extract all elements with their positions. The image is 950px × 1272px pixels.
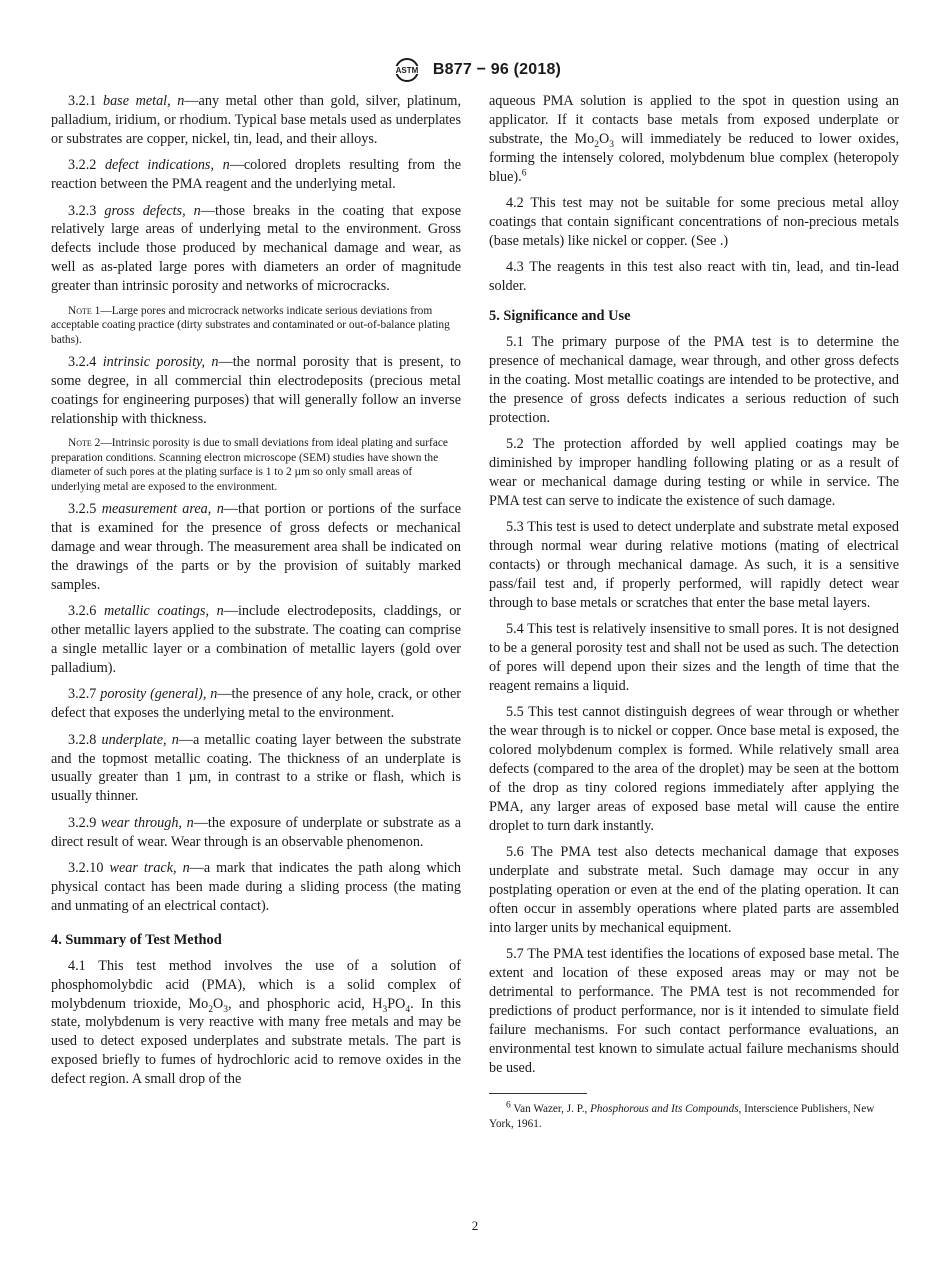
- definition-3-2-2: 3.2.2 defect indications, n—colored droplets resulting from the reaction between the PMA reagent and the underlying metal.: [51, 157, 461, 193]
- definition-3-2-7: 3.2.7 porosity (general), n—the presence of any hole, crack, or other defect that exposes the underlying metal to the environment.: [51, 686, 461, 722]
- astm-logo-icon: [389, 58, 425, 82]
- definition-3-2-8: 3.2.8 underplate, n—a metallic coating layer between the substrate and the topmost metallic coating. The thickness of an underplate is usually greater than 1 µm, in contrast to a strike or flash, which is usually thinner.: [51, 731, 462, 805]
- definition-3-2-6: 3.2.6 metallic coatings, n—include electrodeposits, claddings, or other metallic layers applied to the substrate. The coating can comprise a single metallic layer or a combination of metallic layers (gold over palladium).: [51, 603, 462, 676]
- paragraph-4-1: 4.1 This test method involves the use of a solution of phosphomolybdic acid (PMA), which is a solid complex of molybdenum trioxide, $Mo_2O_3$, and phosphoric acid, $H_3PO_4$. In this state, molybdenum is very reactive with many free metals and may be used to detect exposed underplates and substrate metals. The part is exposed briefly to fumes of hydrochloric acid to remove oxides in the defect region. A small drop of the: [51, 957, 461, 1088]
- section-5-heading: 5. Significance and Use: [489, 308, 631, 325]
- footnote-ref[interactable]: 6: [521, 167, 527, 178]
- paragraph-5-6: 5.6 The PMA test also detects mechanical damage that exposes underplate and substrate metal. Such damage may occur in any postplating operation or even at the end of the plating operation. It can often occur in assembly operations where plated parts are assembled into larger units by mechanical equipment.: [489, 844, 899, 936]
- definition-3-2-4: 3.2.4 intrinsic porosity, n—the normal porosity that is present, to some degree, in all commercial thin electrodeposits (precious metal coatings for engineering purposes) that will generally follow an inverse relationship with thickness.: [51, 354, 462, 427]
- definition-3-2-1: 3.2.1 base metal, n—any metal other than gold, silver, platinum, palladium, iridium, or rhodium. Typical base metals used as underplates or substrates are copper, nickel, tin, lead, and their alloys.: [51, 93, 461, 147]
- paragraph-5-7: 5.7 The PMA test identifies the locations of exposed base metal. The extent and location of these exposed areas may or may not be detrimental to performance. The PMA test is not recommended for predictions of product performance, nor is it intended to simulate field failure mechanisms. For such contact performance evaluations, an environmental test known to simulate actual failure mechanisms should be used.: [489, 946, 899, 1076]
- paragraph-4-3: 4.3 The reagents in this test also react with tin, lead, and tin-lead solder.: [489, 259, 899, 295]
- definition-3-2-5: 3.2.5 measurement area, n—that portion or portions of the surface that is examined for the presence of gross defects or mechanical damage and wear through. The measurement area shall be indicated on the drawings of the parts or by the provision of suitably marked samples.: [51, 501, 462, 593]
- note-1: Note 1—Large pores and microcrack networks indicate serious deviations from acceptable coating practice (dirty substrates and contaminated or out-of-balance plating baths).: [51, 304, 450, 346]
- right-column: [489, 92, 899, 1132]
- page-header: [0, 58, 950, 82]
- note-2: Note 2—Intrinsic porosity is due to small deviations from ideal plating and surface preparation conditions. Scanning electron microscope (SEM) studies have shown the diameter of such pores at the plating surface is 1 to 2 µm so only small areas of underlying metal are exposed to the environment.: [51, 437, 448, 493]
- paragraph-5-4: 5.4 This test is relatively insensitive to small pores. It is not designed to be a general porosity test and shall not be used as such. The detection of pores will depend upon their sizes and the length of time that the reagent remains a liquid.: [489, 621, 899, 694]
- paragraph-4-1-continued: aqueous PMA solution is applied to the spot in question using an applicator. If it contacts base metals from exposed underplate or substrate, the $Mo_2O_3$ will immediately be reduced to lower oxides, forming the intensely colored, molybdenum blue complex (heteropoly blue).$^6$: [489, 93, 899, 185]
- definition-3-2-10: 3.2.10 wear track, n—a mark that indicates the path along which physical contact has been made during a sliding process (the mating and unmating of an electrical contact).: [51, 860, 462, 914]
- definition-3-2-3: 3.2.3 gross defects, n—those breaks in the coating that expose relatively large areas of underlying metal to the environment. Gross defects include those produced by mechanical damage and wear, as well as as-plated large pores with diameters an order of magnitude greater than intrinsic porosity and networks of microcracks.: [51, 202, 461, 295]
- page-number: 2: [471, 1218, 479, 1233]
- left-column: [51, 92, 461, 1097]
- paragraph-5-5: 5.5 This test cannot distinguish degrees of wear through or whether the wear through is to nickel or copper. Once base metal is exposed, the colored molybdenum complex is formed. While relatively small area defects (compared to the area of the droplet) may be seen at the bottom of the drop as tiny colored regions immediately after applying the PMA, any larger areas of exposed base metal will cause the entire droplet to turn dark instantly.: [489, 704, 899, 834]
- section-4-heading: 4. Summary of Test Method: [51, 931, 222, 948]
- footnote-6: $^6$ Van Wazer, J. P., Phosphorous and Its Compounds, Interscience Publishers, New York, 1961.: [489, 1099, 875, 1130]
- paragraph-4-2: 4.2 This test may not be suitable for some precious metal alloy coatings that contain significant concentrations of non-precious metals (base metals) like nickel or copper. (See .): [489, 195, 899, 249]
- svg-text:ASTM: ASTM: [395, 66, 419, 75]
- paragraph-5-3: 5.3 This test is used to detect underplate and substrate metal exposed through normal wear during relative motions (mating of electrical contacts) or through mechanical damage. As such, it is a sensitive pass/fail test and, if properly performed, will rapidly detect wear through to base metals or scratches that enter the base metal layers.: [489, 519, 899, 611]
- paragraph-5-2: 5.2 The protection afforded by well applied coatings may be diminished by improper handling following plating or as a result of wear or mechanical damage during testing or while in service. The PMA test can serve to indicate the existence of such damage.: [489, 436, 899, 509]
- definition-3-2-9: 3.2.9 wear through, n—the exposure of underplate or substrate as a direct result of wear. Wear through is an observable phenomenon.: [51, 814, 461, 850]
- footnote-divider: [489, 1093, 587, 1094]
- paragraph-5-1: 5.1 The primary purpose of the PMA test is to determine the presence of mechanical damage, wear through, and other gross defects in the coating. Most metallic coatings are intended to be protective, and the presence of gross defects indicates a serious reduction of such protection.: [489, 333, 899, 426]
- standard-designation: B877 − 96 (2018): [432, 61, 562, 78]
